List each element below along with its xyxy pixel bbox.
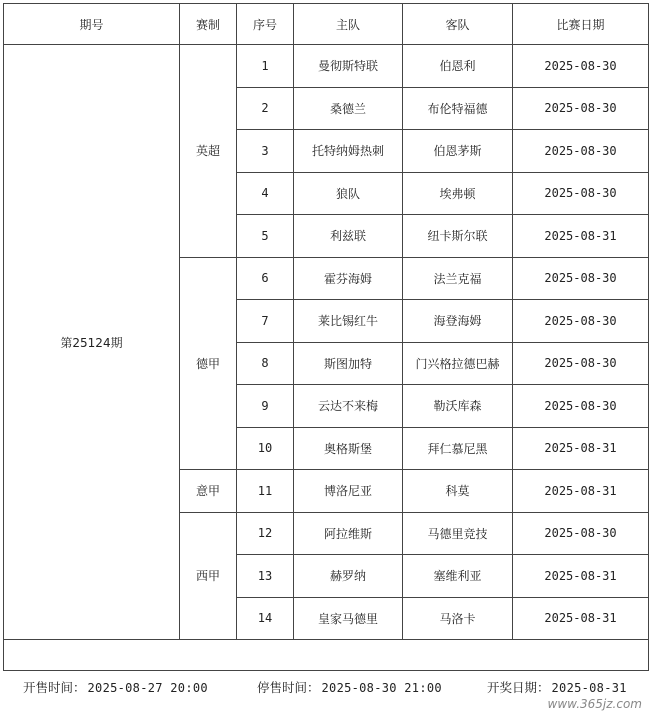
away-team: 科莫 — [403, 470, 513, 513]
draw-date-label: 开奖日期： — [487, 680, 550, 695]
match-number: 5 — [237, 215, 294, 258]
blank-row — [4, 640, 649, 671]
home-team: 奥格斯堡 — [294, 427, 403, 470]
open-time — [23, 678, 208, 696]
away-team: 门兴格拉德巴赫 — [403, 342, 513, 385]
home-team: 狼队 — [294, 172, 403, 215]
header-match-date: 比赛日期 — [513, 4, 649, 45]
close-time-value: 2025-08-30 21:00 — [321, 681, 442, 695]
home-team: 皇家马德里 — [294, 597, 403, 640]
league-cell: 德甲 — [180, 257, 237, 470]
home-team: 莱比锡红牛 — [294, 300, 403, 343]
match-number: 13 — [237, 555, 294, 598]
match-date: 2025-08-31 — [513, 555, 649, 598]
match-number: 1 — [237, 45, 294, 88]
match-date: 2025-08-30 — [513, 130, 649, 173]
home-team: 曼彻斯特联 — [294, 45, 403, 88]
header-home-team: 主队 — [294, 4, 403, 45]
match-date: 2025-08-31 — [513, 427, 649, 470]
sale-info-footer — [3, 672, 648, 700]
draw-date — [487, 678, 627, 696]
away-team: 塞维利亚 — [403, 555, 513, 598]
match-number: 4 — [237, 172, 294, 215]
open-time-label: 开售时间： — [23, 680, 86, 695]
match-number: 7 — [237, 300, 294, 343]
match-date: 2025-08-31 — [513, 215, 649, 258]
away-team: 布伦特福德 — [403, 87, 513, 130]
home-team: 霍芬海姆 — [294, 257, 403, 300]
home-team: 斯图加特 — [294, 342, 403, 385]
blank-cell — [4, 640, 649, 671]
header-league: 赛制 — [180, 4, 237, 45]
match-number: 6 — [237, 257, 294, 300]
home-team: 托特纳姆热刺 — [294, 130, 403, 173]
match-date: 2025-08-30 — [513, 87, 649, 130]
away-team: 勒沃库森 — [403, 385, 513, 428]
home-team: 利兹联 — [294, 215, 403, 258]
away-team: 伯恩茅斯 — [403, 130, 513, 173]
close-time-label: 停售时间： — [257, 680, 320, 695]
match-number: 14 — [237, 597, 294, 640]
match-date: 2025-08-30 — [513, 172, 649, 215]
header-period: 期号 — [4, 4, 180, 45]
close-time — [257, 678, 442, 696]
away-team: 马德里竞技 — [403, 512, 513, 555]
away-team: 马洛卡 — [403, 597, 513, 640]
watermark: www.365jz.com — [547, 697, 642, 711]
period-cell: 第25124期 — [4, 45, 180, 640]
league-cell: 西甲 — [180, 512, 237, 640]
away-team: 伯恩利 — [403, 45, 513, 88]
home-team: 云达不来梅 — [294, 385, 403, 428]
away-team: 法兰克福 — [403, 257, 513, 300]
match-date: 2025-08-30 — [513, 45, 649, 88]
schedule-table — [3, 3, 649, 671]
home-team: 博洛尼亚 — [294, 470, 403, 513]
draw-date-value: 2025-08-31 — [551, 681, 627, 695]
match-date: 2025-08-30 — [513, 512, 649, 555]
header-away-team: 客队 — [403, 4, 513, 45]
match-date: 2025-08-30 — [513, 385, 649, 428]
match-date: 2025-08-30 — [513, 342, 649, 385]
home-team: 阿拉维斯 — [294, 512, 403, 555]
away-team: 拜仁慕尼黑 — [403, 427, 513, 470]
match-number: 9 — [237, 385, 294, 428]
away-team: 海登海姆 — [403, 300, 513, 343]
away-team: 纽卡斯尔联 — [403, 215, 513, 258]
away-team: 埃弗顿 — [403, 172, 513, 215]
match-date: 2025-08-30 — [513, 257, 649, 300]
match-date: 2025-08-30 — [513, 300, 649, 343]
match-number: 2 — [237, 87, 294, 130]
match-number: 10 — [237, 427, 294, 470]
open-time-value: 2025-08-27 20:00 — [87, 681, 208, 695]
league-cell: 英超 — [180, 45, 237, 258]
match-number: 12 — [237, 512, 294, 555]
match-number: 8 — [237, 342, 294, 385]
league-cell: 意甲 — [180, 470, 237, 513]
header-number: 序号 — [237, 4, 294, 45]
match-number: 11 — [237, 470, 294, 513]
home-team: 桑德兰 — [294, 87, 403, 130]
match-date: 2025-08-31 — [513, 597, 649, 640]
match-date: 2025-08-31 — [513, 470, 649, 513]
header-row — [4, 4, 649, 45]
table-row — [4, 45, 649, 88]
match-number: 3 — [237, 130, 294, 173]
home-team: 赫罗纳 — [294, 555, 403, 598]
